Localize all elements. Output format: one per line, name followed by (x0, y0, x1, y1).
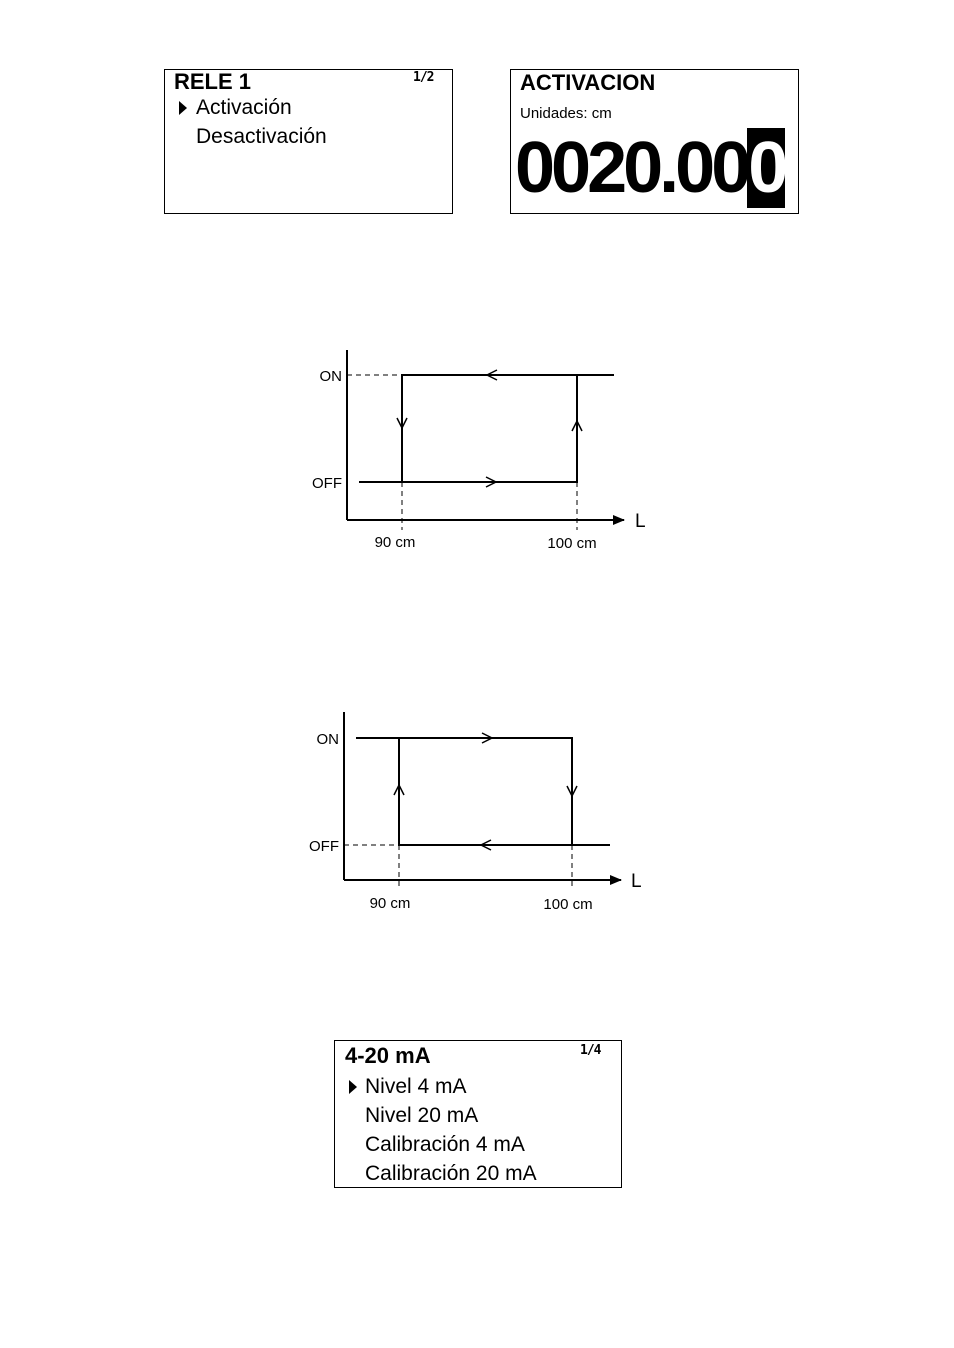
rele-menu-page-indicator: 1/2 (413, 70, 434, 85)
x-tick-90: 90 cm (374, 534, 416, 551)
hysteresis-loop-line (356, 738, 610, 845)
ma-menu-item-nivel-20[interactable]: Nivel 20 mA (365, 1104, 479, 1127)
activation-value-cursor-digit[interactable]: 0 (748, 128, 785, 208)
ma-menu-item-nivel-4[interactable]: Nivel 4 mA (365, 1075, 467, 1098)
ma-menu-item-calibracion-4[interactable]: Calibración 4 mA (365, 1133, 525, 1156)
hysteresis-loop-line (359, 375, 614, 482)
hysteresis-chart-1 (312, 350, 646, 552)
hysteresis-chart-2 (309, 712, 642, 913)
ma-menu-item-calibracion-20[interactable]: Calibración 20 mA (365, 1162, 537, 1185)
rele-menu-item-activacion[interactable]: Activación (196, 96, 292, 119)
rele-menu-item-desactivacion[interactable]: Desactivación (196, 125, 327, 148)
activation-title: ACTIVACION (520, 70, 656, 95)
units-value: cm (591, 105, 612, 122)
x-axis-label: L (631, 871, 642, 892)
x-tick-90: 90 cm (369, 895, 411, 912)
x-tick-100: 100 cm (543, 896, 593, 913)
ma-menu-title: 4-20 mA (345, 1043, 431, 1068)
ma-menu-screen (334, 1040, 622, 1188)
x-axis-label: L (635, 511, 646, 532)
y-label-off: OFF (312, 475, 342, 492)
ma-menu-page-indicator: 1/4 (580, 1043, 601, 1058)
units-label: Unidades: (520, 105, 588, 122)
x-tick-100: 100 cm (547, 535, 597, 552)
rele-menu-title: RELE 1 (174, 69, 252, 94)
selection-cursor-icon (349, 1080, 357, 1094)
y-label-off: OFF (309, 838, 339, 855)
y-label-on: ON (316, 731, 339, 748)
y-label-on: ON (319, 368, 342, 385)
activation-value-digits: 0020.00 (515, 128, 748, 208)
